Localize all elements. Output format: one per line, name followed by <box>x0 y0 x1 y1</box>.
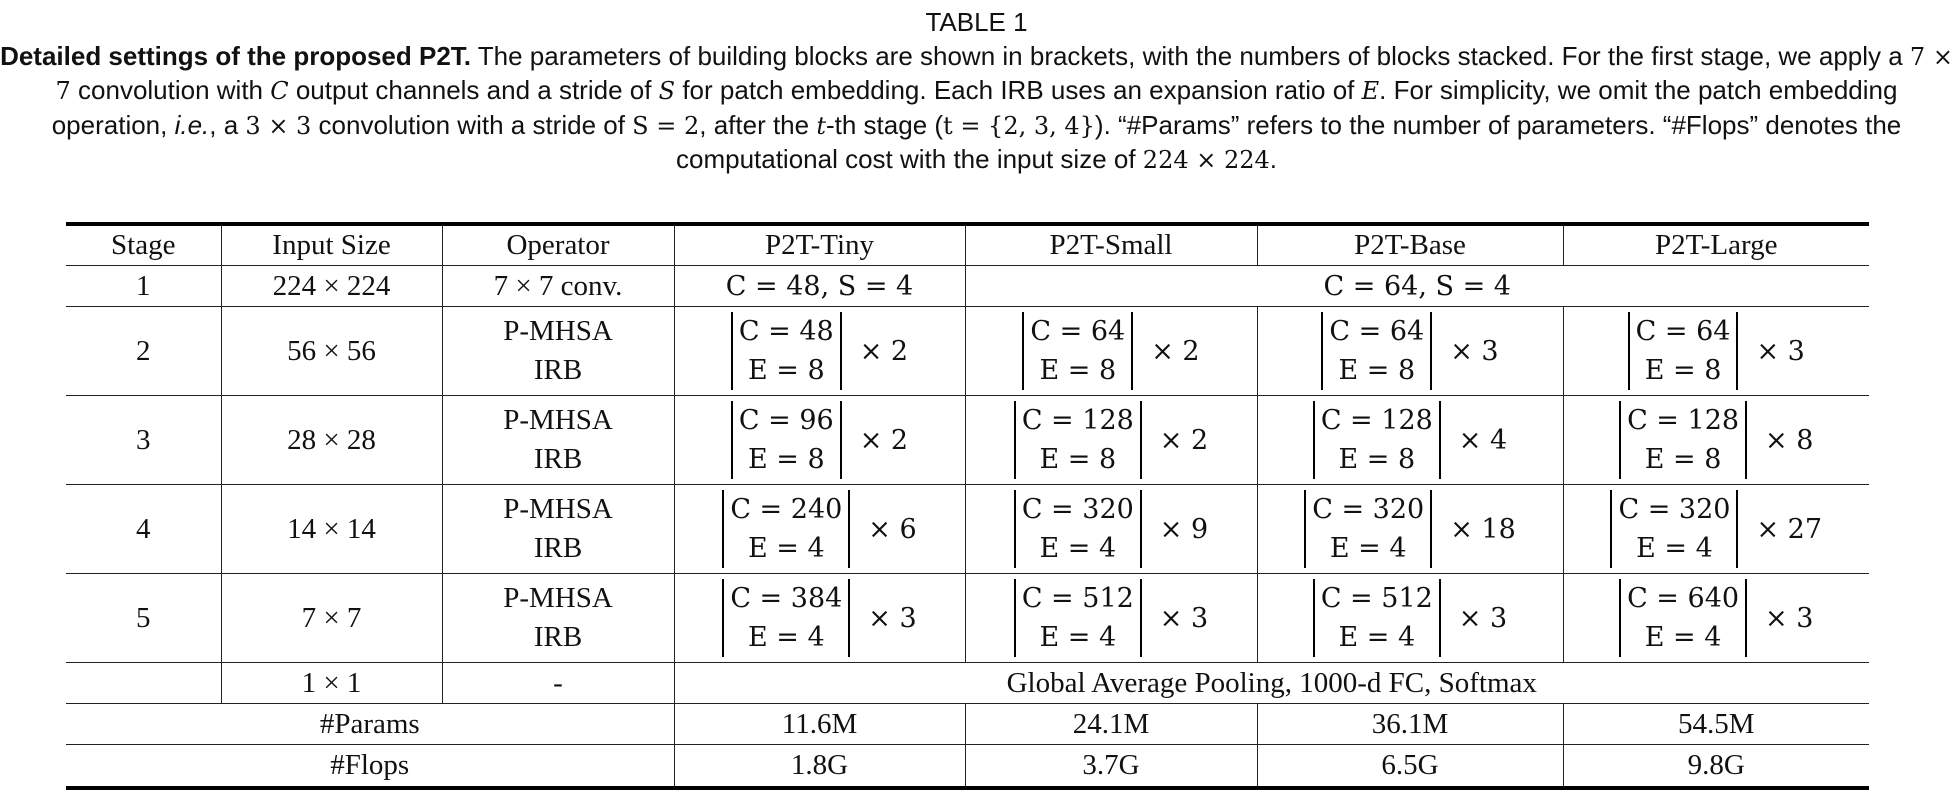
header-cell: P2T-Tiny <box>674 224 965 266</box>
block-count: × 2 <box>1151 335 1200 367</box>
header-cell: P2T-Large <box>1563 224 1869 266</box>
operator-irb: IRB <box>533 354 583 386</box>
block-config <box>1014 579 1208 657</box>
flops-value: 6.5G <box>1257 745 1563 789</box>
channel-value: C = 320 <box>1021 494 1134 525</box>
params-value: 24.1M <box>965 704 1257 745</box>
config-bracket <box>1619 579 1747 657</box>
flops-value: 1.8G <box>674 745 965 789</box>
params-value: 36.1M <box>1257 704 1563 745</box>
block-config <box>1628 312 1805 390</box>
channel-value: C = 64 <box>1030 316 1126 347</box>
expansion-value: E = 8 <box>1644 355 1722 386</box>
channel-value: C = 64 <box>1329 316 1425 347</box>
block-config-cell <box>674 396 965 485</box>
operator-irb: IRB <box>533 621 583 653</box>
input-size-cell: 14 × 14 <box>221 485 442 574</box>
block-config <box>1619 401 1813 479</box>
expansion-value: E = 4 <box>1039 533 1117 564</box>
block-count: × 2 <box>859 424 909 456</box>
expansion-value: E = 4 <box>1039 622 1117 653</box>
operator-irb: IRB <box>533 532 583 564</box>
config-bracket <box>1628 312 1739 390</box>
operator-irb: IRB <box>533 443 583 475</box>
channel-value: C = 640 <box>1627 583 1740 614</box>
channel-value: C = 64 <box>1635 316 1731 347</box>
block-config-cell <box>1257 396 1563 485</box>
table-row <box>66 307 1869 396</box>
block-count: × 3 <box>1765 602 1814 634</box>
block-config-cell <box>1257 485 1563 574</box>
expansion-value: E = 8 <box>747 355 825 386</box>
config-bracket <box>1313 401 1441 479</box>
expansion-value: E = 8 <box>747 444 825 475</box>
block-config <box>1014 401 1208 479</box>
config-bracket <box>731 401 842 479</box>
block-config-cell <box>965 396 1257 485</box>
config-bracket <box>1014 490 1142 568</box>
operator-pmhsa: P-MHSA <box>503 582 613 614</box>
input-size-cell: 28 × 28 <box>221 396 442 485</box>
channel-value: C = 48 <box>738 316 834 347</box>
header-row <box>66 224 1869 266</box>
tiny-embed-cell: C = 48, S = 4 <box>674 266 965 307</box>
config-bracket <box>1610 490 1738 568</box>
config-bracket <box>1619 401 1747 479</box>
expansion-value: E = 8 <box>1039 355 1117 386</box>
block-config <box>1619 579 1813 657</box>
expansion-value: E = 4 <box>1338 622 1416 653</box>
stage-cell: 4 <box>66 485 221 574</box>
block-config-cell <box>1257 307 1563 396</box>
channel-value: C = 320 <box>1618 494 1731 525</box>
params-row <box>66 704 1869 745</box>
block-config-cell <box>674 574 965 663</box>
expansion-value: E = 4 <box>747 533 825 564</box>
stage-cell: 3 <box>66 396 221 485</box>
header-cell: Stage <box>66 224 221 266</box>
shared-embed-cell: C = 64, S = 4 <box>965 266 1869 307</box>
block-config-cell <box>674 485 965 574</box>
block-config-cell <box>1563 485 1869 574</box>
operator-cell <box>442 574 674 663</box>
input-size-cell: 1 × 1 <box>221 663 442 704</box>
operator-cell: 7 × 7 conv. <box>442 266 674 307</box>
block-config-cell <box>1563 307 1869 396</box>
block-count: × 2 <box>1159 424 1209 456</box>
config-bracket <box>1321 312 1432 390</box>
stage-cell: 1 <box>66 266 221 307</box>
block-count: × 3 <box>1756 335 1805 367</box>
block-config <box>1022 312 1199 390</box>
stage-cell: 5 <box>66 574 221 663</box>
block-config-cell <box>1563 574 1869 663</box>
operator-pmhsa: P-MHSA <box>503 404 613 436</box>
params-value: 54.5M <box>1563 704 1869 745</box>
config-bracket <box>1304 490 1432 568</box>
block-count: × 9 <box>1159 513 1209 545</box>
block-count: × 3 <box>868 602 917 634</box>
channel-value: C = 128 <box>1320 405 1433 436</box>
stage-cell <box>66 663 221 704</box>
header-cell: P2T-Base <box>1257 224 1563 266</box>
expansion-value: E = 8 <box>1338 444 1416 475</box>
block-config-cell <box>1563 396 1869 485</box>
header-cell: Operator <box>442 224 674 266</box>
expansion-value: E = 4 <box>1644 622 1722 653</box>
block-rows <box>66 307 1869 663</box>
table-row <box>66 485 1869 574</box>
operator-pmhsa: P-MHSA <box>503 493 613 525</box>
block-config <box>1014 490 1208 568</box>
block-count: × 3 <box>1450 335 1499 367</box>
channel-value: C = 128 <box>1627 405 1740 436</box>
channel-value: C = 384 <box>730 583 843 614</box>
channel-value: C = 512 <box>1021 583 1134 614</box>
channel-value: C = 128 <box>1021 405 1134 436</box>
channel-value: C = 320 <box>1312 494 1425 525</box>
input-size-cell: 56 × 56 <box>221 307 442 396</box>
stage-cell: 2 <box>66 307 221 396</box>
caption-bold-title: Detailed settings of the proposed P2T. <box>0 40 472 71</box>
table-caption <box>0 6 1953 178</box>
block-count: × 3 <box>1159 602 1209 634</box>
params-value: 11.6M <box>674 704 965 745</box>
settings-table <box>66 222 1869 790</box>
table-row <box>66 396 1869 485</box>
expansion-value: E = 4 <box>747 622 825 653</box>
flops-value: 3.7G <box>965 745 1257 789</box>
block-count: × 2 <box>859 335 909 367</box>
config-bracket <box>1022 312 1133 390</box>
block-config <box>1321 312 1498 390</box>
block-config <box>731 312 908 390</box>
config-bracket <box>1014 401 1142 479</box>
block-config <box>1313 579 1507 657</box>
block-count: × 8 <box>1765 424 1814 456</box>
channel-value: C = 240 <box>730 494 843 525</box>
expansion-value: E = 8 <box>1644 444 1722 475</box>
block-config <box>1313 401 1507 479</box>
block-count: × 3 <box>1458 602 1508 634</box>
params-label: #Params <box>66 704 674 745</box>
block-count: × 4 <box>1458 424 1508 456</box>
operator-pmhsa: P-MHSA <box>503 315 613 347</box>
expansion-value: E = 8 <box>1039 444 1117 475</box>
config-bracket <box>731 312 842 390</box>
operator-cell: - <box>442 663 674 704</box>
expansion-value: E = 4 <box>1636 533 1713 564</box>
block-config-cell <box>965 574 1257 663</box>
table-row <box>66 574 1869 663</box>
caption-body: Detailed settings of the proposed P2T. The parameters of building blocks are shown in brackets, with the numbers of blocks stacked. For the first stage, we apply a 7 × 7 convolution with C output channels and a stride of S for patch embedding. Each IRB uses an expansion ratio of E. For simplicity, we omit the patch embedding operation, i.e., a 3 × 3 convolution with a stride of S = 2, after the t-th stage (t = {2, 3, 4}). “#Params” refers to the number of parameters. “#Flops” denotes the computational cost with the input size of 224 × 224. <box>0 40 1953 174</box>
flops-value: 9.8G <box>1563 745 1869 789</box>
block-config <box>1610 490 1822 568</box>
block-config <box>731 401 908 479</box>
header-cell: P2T-Small <box>965 224 1257 266</box>
block-config-cell <box>1257 574 1563 663</box>
flops-row <box>66 745 1869 789</box>
block-count: × 27 <box>1756 513 1823 545</box>
config-bracket <box>722 579 850 657</box>
block-config-cell <box>965 485 1257 574</box>
block-count: × 6 <box>868 513 917 545</box>
block-count: × 18 <box>1450 513 1516 545</box>
operator-cell <box>442 396 674 485</box>
expansion-value: E = 4 <box>1329 533 1407 564</box>
config-bracket <box>1313 579 1441 657</box>
table-row <box>66 266 1869 307</box>
channel-value: C = 512 <box>1320 583 1433 614</box>
flops-label: #Flops <box>66 745 674 789</box>
block-config <box>722 490 916 568</box>
table-label: TABLE 1 <box>925 7 1028 37</box>
pool-cell: Global Average Pooling, 1000-d FC, Softmax <box>674 663 1869 704</box>
expansion-value: E = 8 <box>1338 355 1416 386</box>
config-bracket <box>722 490 850 568</box>
block-config <box>1304 490 1516 568</box>
block-config-cell <box>674 307 965 396</box>
input-size-cell: 224 × 224 <box>221 266 442 307</box>
channel-value: C = 96 <box>738 405 834 436</box>
operator-cell <box>442 485 674 574</box>
header-cell: Input Size <box>221 224 442 266</box>
config-bracket <box>1014 579 1142 657</box>
input-size-cell: 7 × 7 <box>221 574 442 663</box>
block-config-cell <box>965 307 1257 396</box>
table-row <box>66 663 1869 704</box>
block-config <box>722 579 916 657</box>
operator-cell <box>442 307 674 396</box>
